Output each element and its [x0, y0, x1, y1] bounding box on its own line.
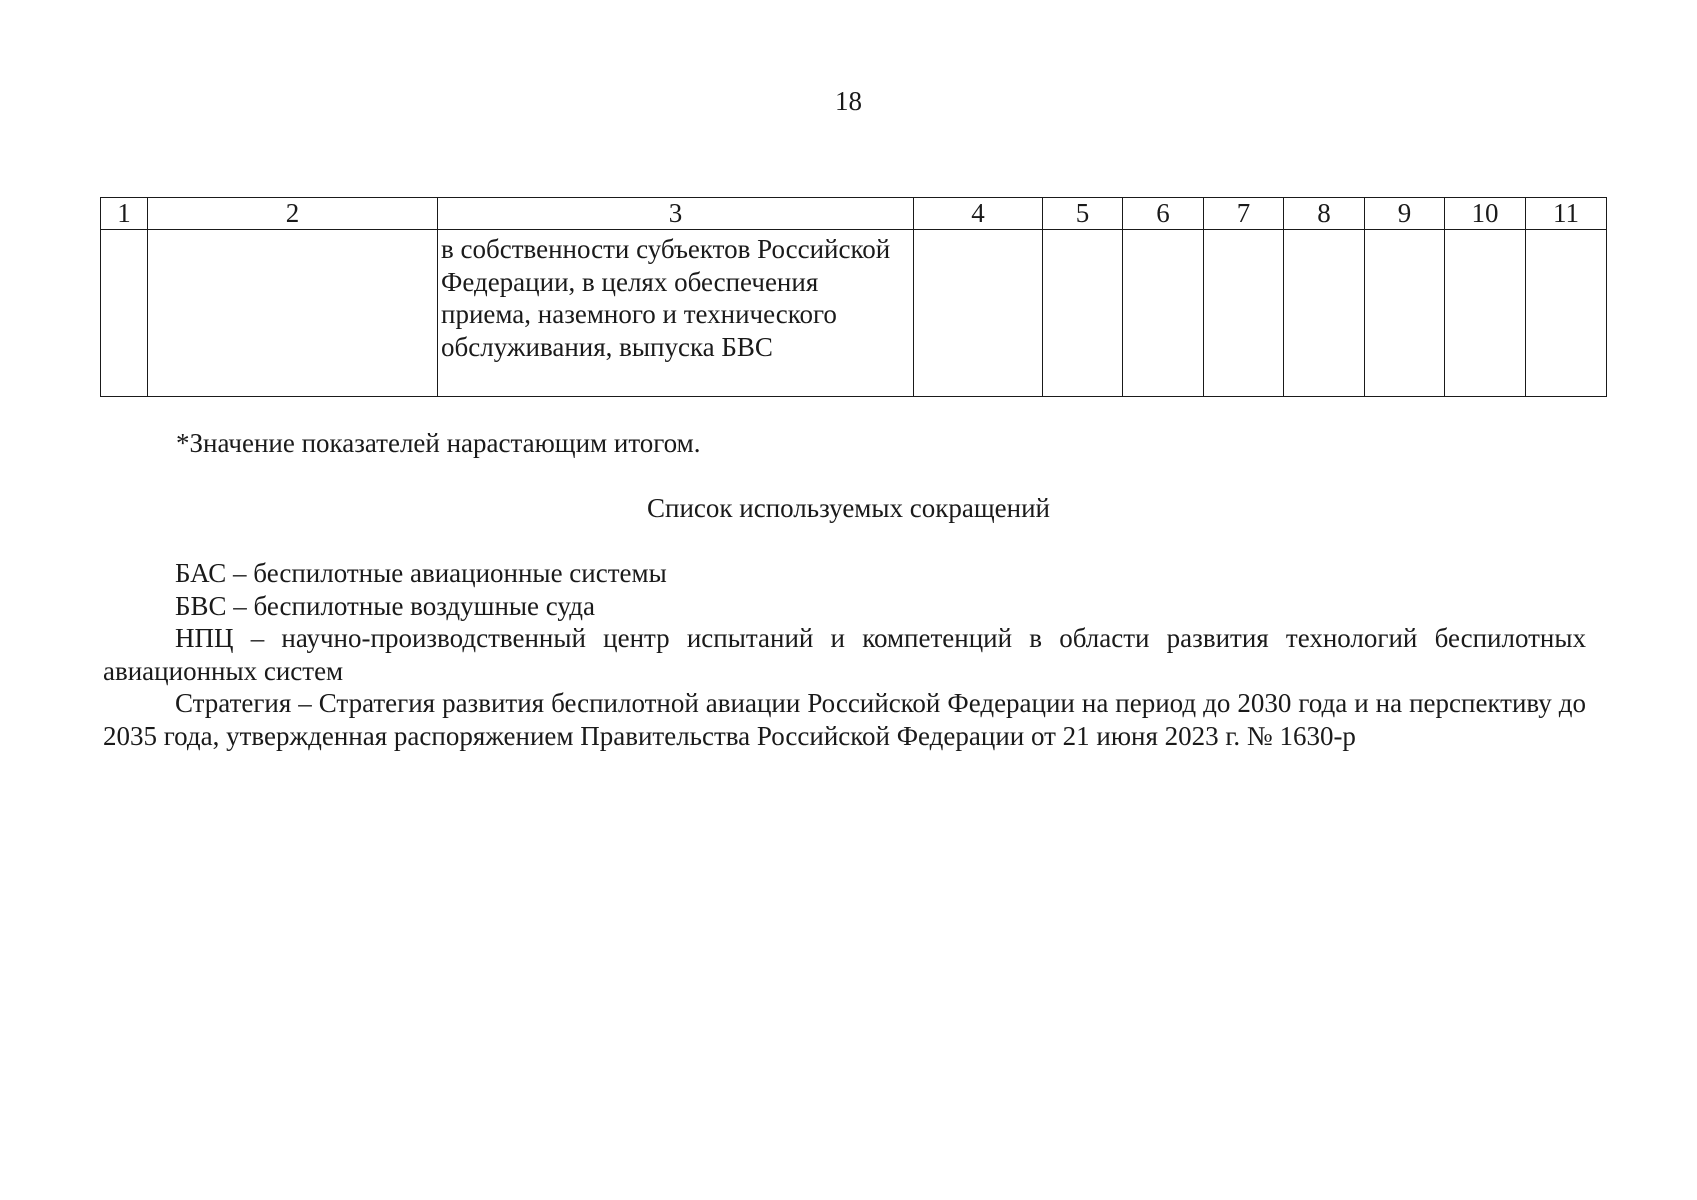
table-cell-4	[914, 230, 1043, 397]
table-header-row	[101, 198, 1607, 230]
table-cell-3: в собственности субъектов Российской Федерации, в целях обеспечения приема, наземного и технического обслуживания, выпуска БВС	[438, 230, 914, 397]
table-cell-1	[101, 230, 148, 397]
column-header-7: 7	[1204, 198, 1284, 230]
column-header-11: 11	[1526, 198, 1607, 230]
column-header-1: 1	[101, 198, 148, 230]
table-row	[101, 230, 1607, 397]
table-cell-7	[1204, 230, 1284, 397]
table-cell-2	[148, 230, 438, 397]
abbreviation-item-bas: БАС – беспилотные авиационные системы	[175, 558, 667, 588]
abbreviation-item-npc: НПЦ – научно-производственный центр испытаний и компетенций в области развития технологий беспилотных авиационных систем	[103, 623, 1586, 686]
abbreviation-item-strategy: Стратегия – Стратегия развития беспилотной авиации Российской Федерации на период до 2030 года и на перспективу до 2035 года, утвержденная распоряжением Правительства Российской Федерации от 21 июня 2023 г. № 1630-р	[103, 688, 1586, 751]
table-cell-10	[1445, 230, 1526, 397]
table-cell-6	[1123, 230, 1204, 397]
column-header-3: 3	[438, 198, 914, 230]
table-cell-5	[1043, 230, 1123, 397]
column-header-5: 5	[1043, 198, 1123, 230]
column-header-9: 9	[1365, 198, 1445, 230]
section-title: Список используемых сокращений	[647, 493, 1050, 523]
column-header-6: 6	[1123, 198, 1204, 230]
table-footnote: *Значение показателей нарастающим итогом.	[176, 428, 701, 458]
indicators-table	[100, 197, 1607, 397]
abbreviations-list	[103, 557, 1586, 752]
abbreviation-item-bvs: БВС – беспилотные воздушные суда	[175, 590, 595, 621]
table-cell-8	[1284, 230, 1365, 397]
column-header-4: 4	[914, 198, 1043, 230]
column-header-10: 10	[1445, 198, 1526, 230]
column-header-2: 2	[148, 198, 438, 230]
page-number: 18	[835, 86, 862, 116]
table-cell-9	[1365, 230, 1445, 397]
table-cell-11	[1526, 230, 1607, 397]
column-header-8: 8	[1284, 198, 1365, 230]
